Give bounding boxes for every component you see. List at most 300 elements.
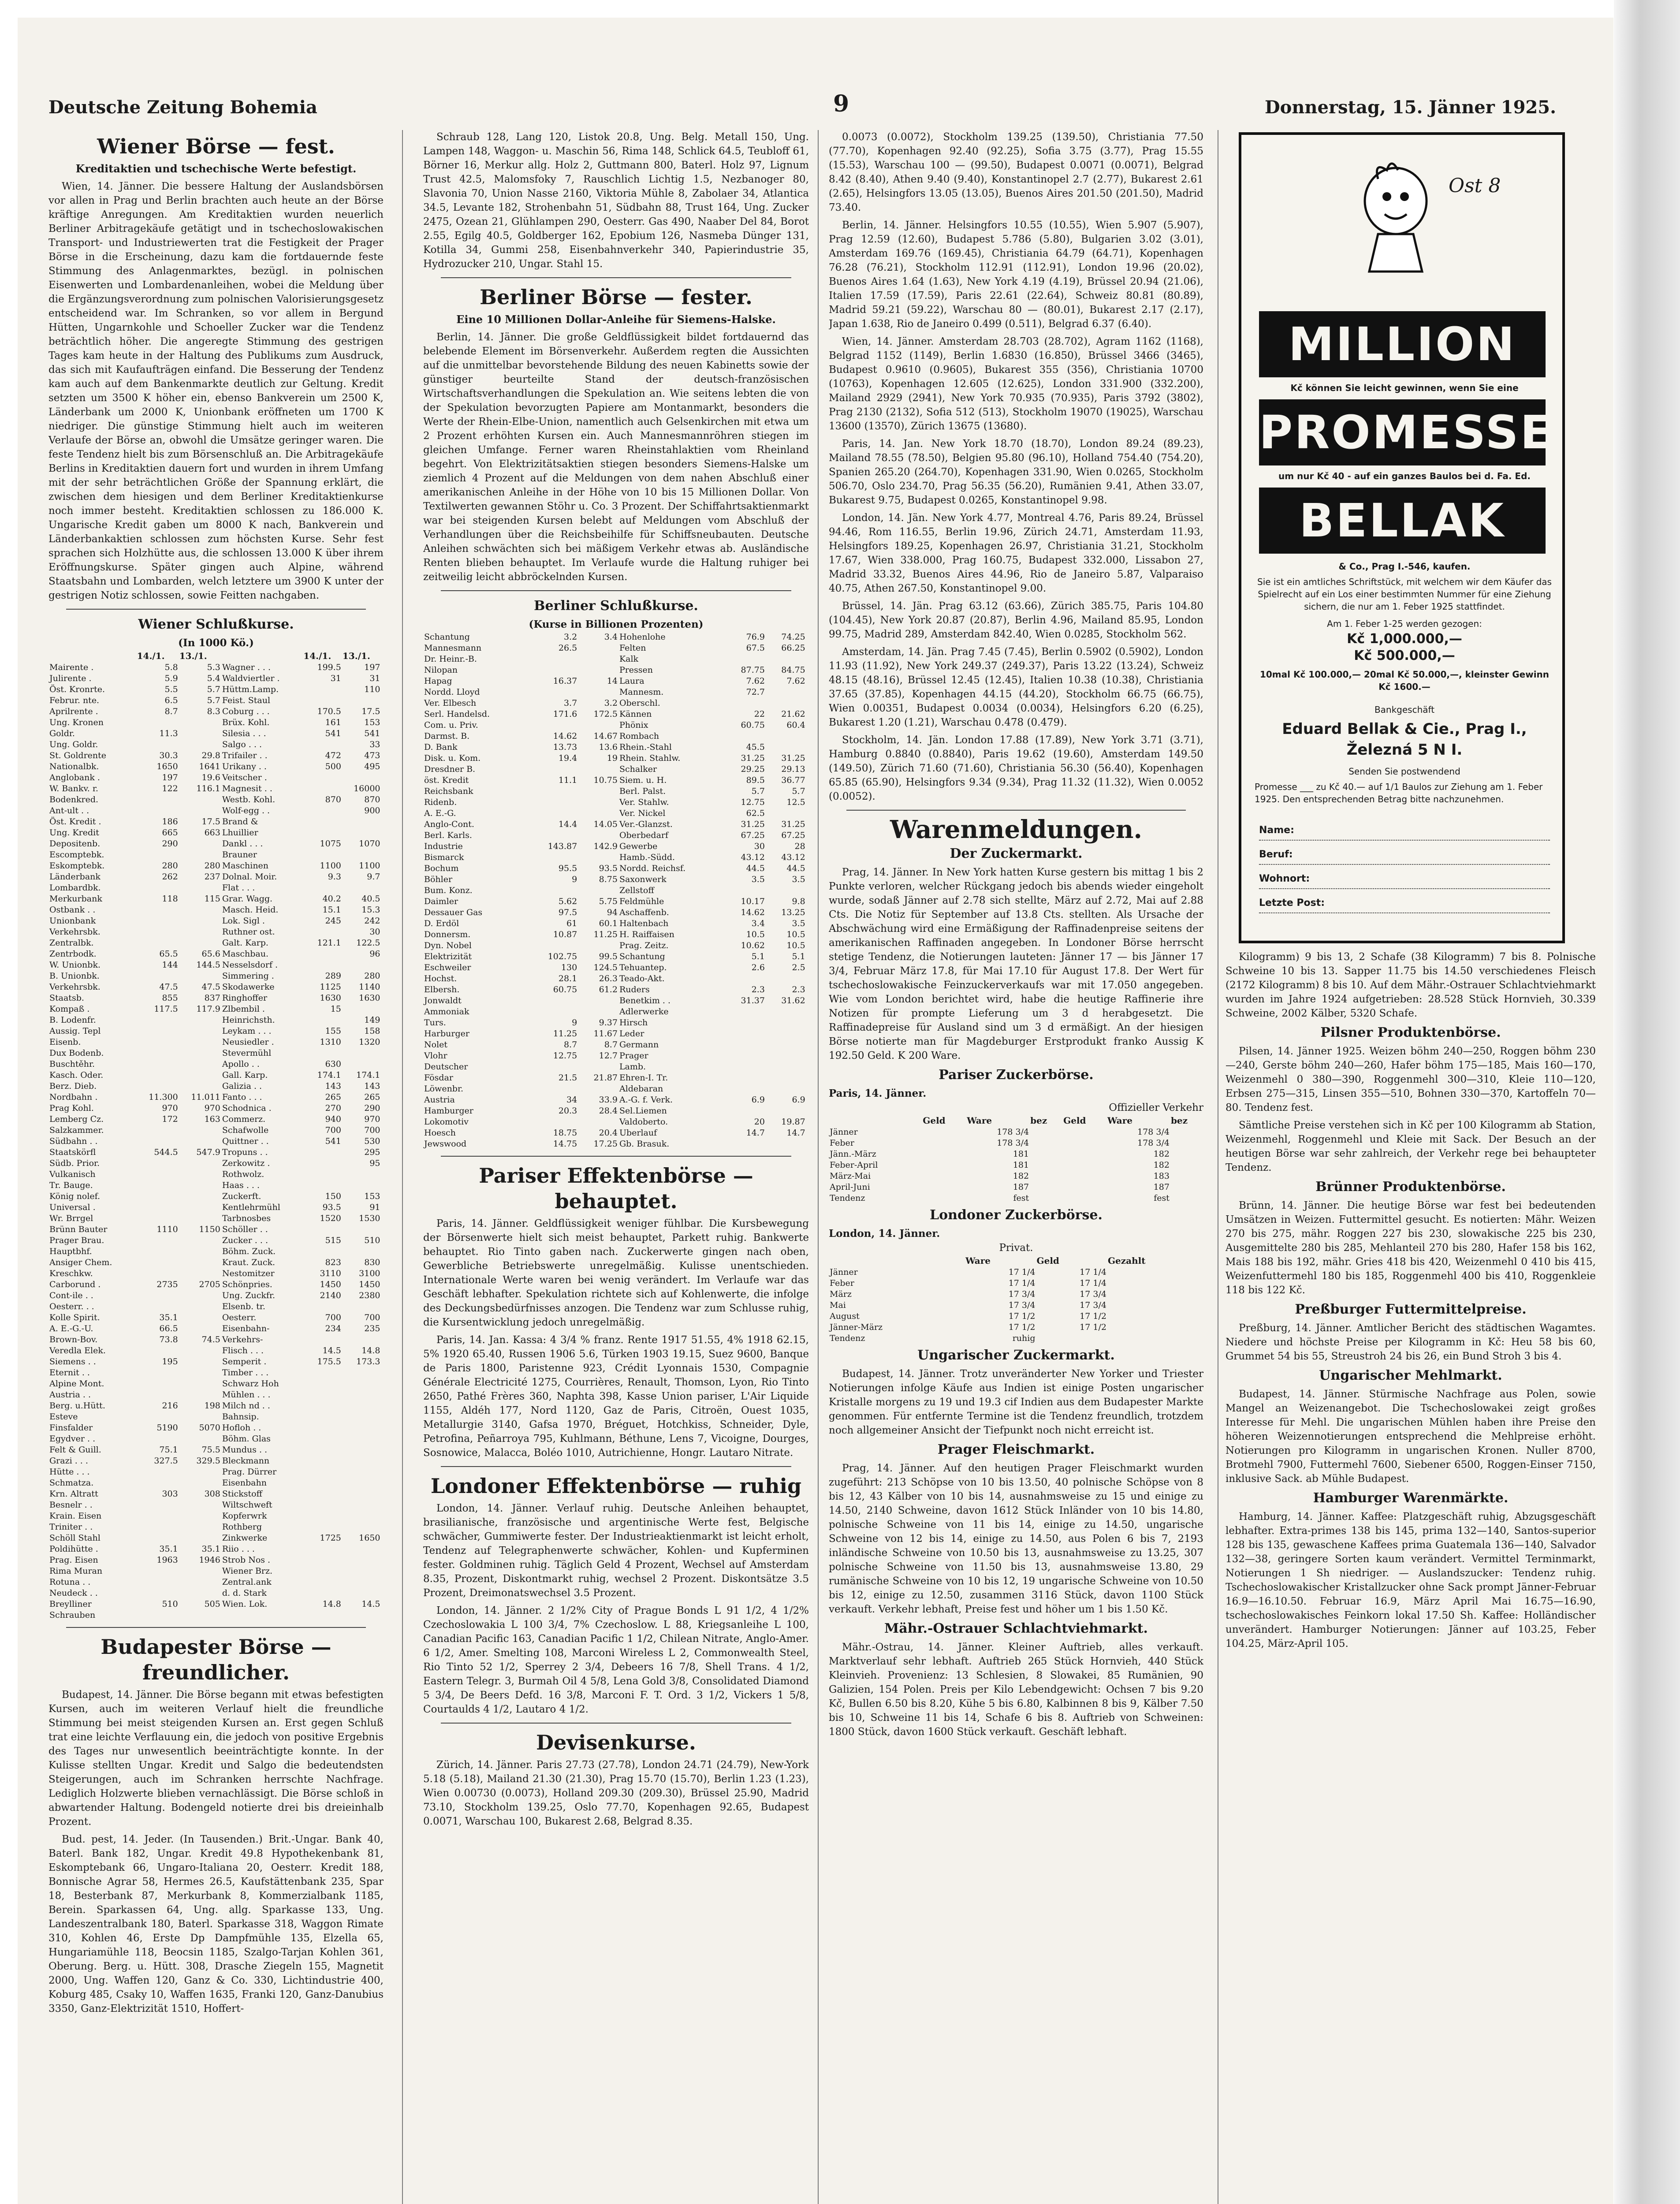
table-cell: Neudeck . .	[49, 1588, 98, 1598]
table-cell: 1530	[359, 1214, 380, 1223]
table-cell	[179, 1577, 221, 1588]
wien-quote-row	[48, 1290, 384, 1301]
table-cell: Nilopan	[424, 665, 458, 675]
table-cell	[137, 1015, 179, 1026]
ad-bank-name: Eduard Bellak & Cie., Prag I.,	[1282, 720, 1527, 738]
table-cell	[137, 739, 179, 750]
table-cell: 99.5	[599, 952, 618, 961]
table-cell: 18.75	[553, 1128, 577, 1138]
table-cell	[137, 882, 179, 894]
table-cell: 31.62	[781, 996, 805, 1005]
table-cell	[766, 973, 806, 984]
table-cell: 67.5	[746, 643, 765, 653]
table-cell	[179, 1125, 221, 1136]
table-cell	[179, 1323, 221, 1334]
table-cell: Prag. Eisen	[49, 1555, 98, 1565]
table-cell: 171.6	[553, 709, 577, 719]
table-cell: 61	[566, 919, 577, 928]
table-cell	[342, 1433, 381, 1445]
table-cell	[1063, 1171, 1107, 1182]
table-cell	[179, 1268, 221, 1279]
table-cell: 2140	[320, 1291, 341, 1300]
table-cell	[342, 1301, 381, 1312]
wien-quote-row	[48, 1511, 384, 1522]
table-cell: Hamb.-Südd.	[619, 853, 675, 862]
table-cell: 66.25	[781, 643, 805, 653]
table-cell	[137, 916, 179, 927]
wien-quote-row	[48, 1378, 384, 1389]
table-cell: 14.7	[786, 1128, 805, 1138]
table-cell	[342, 1367, 381, 1378]
table-cell: Universal .	[49, 1203, 96, 1212]
berlin-quote-row	[423, 918, 809, 929]
table-cell	[1030, 1149, 1063, 1160]
table-cell: 6.9	[751, 1095, 765, 1105]
table-cell: Schantung	[424, 632, 470, 642]
table-cell: 143	[364, 1081, 380, 1091]
devisen-bruessel-paragraph: Brüssel, 14. Jän. Prag 63.12 (63.66), Zürich 385.75, Paris 104.80 (104.45), New York 20.87 (20.87), Berlin 4.96, Mailand 85.95, London 99.75, Madrid 289, Amsterdam 842.40, Wien 0.0285, Stockholm 562.	[829, 600, 1203, 640]
berlin-quote-row	[423, 731, 809, 742]
wien-quote-row	[48, 1533, 384, 1544]
table-cell: 1075	[320, 839, 341, 849]
table-cell	[303, 1555, 342, 1566]
table-cell: 67.25	[781, 830, 805, 840]
table-cell	[1107, 1333, 1203, 1344]
table-cell	[529, 885, 578, 896]
table-cell: Strob Nos .	[222, 1555, 271, 1565]
table-cell: Maschinen	[222, 861, 269, 871]
table-cell: 900	[364, 806, 380, 815]
wien-quote-row	[48, 993, 384, 1004]
table-cell: Ostbank . .	[49, 905, 96, 915]
wien-quote-row	[48, 1037, 384, 1048]
table-cell: Mundus . .	[222, 1445, 268, 1455]
table-cell: 31	[369, 674, 380, 683]
berlin-quote-row	[423, 841, 809, 852]
table-cell	[137, 971, 179, 982]
table-cell: Elektrizität	[424, 952, 472, 961]
table-cell: 178 3/4	[997, 1127, 1029, 1137]
table-cell: Zlbembil .	[222, 1004, 265, 1014]
table-cell: 10.5	[786, 941, 805, 950]
table-cell: 182	[1153, 1160, 1170, 1170]
table-cell: 1140	[359, 982, 380, 992]
table-cell	[137, 1345, 179, 1356]
table-cell: öst. Kredit	[424, 775, 469, 785]
wien-quote-row	[48, 871, 384, 882]
table-cell: Schafwolle	[222, 1125, 269, 1135]
table-cell: Rhein.-Stahl	[619, 742, 672, 752]
table-header-cell: Geld	[1036, 1255, 1059, 1266]
wien-quote-row	[48, 706, 384, 717]
berliner-schlusskurse-unit: (Kurse in Billionen Prozenten)	[529, 618, 704, 630]
berlin-quote-row	[423, 720, 809, 731]
table-header-row	[829, 1115, 1203, 1127]
ad-prize-details: 10mal Kč 100.000,— 20mal Kč 50.000,—, kleinster Gewinn Kč 1600.—	[1259, 669, 1550, 692]
table-cell: April-Juni	[830, 1182, 870, 1192]
table-cell	[137, 717, 179, 728]
table-header-cell: Ware	[965, 1255, 991, 1266]
table-cell: Oesterr.	[222, 1313, 257, 1322]
table-cell: 2705	[199, 1280, 220, 1289]
table-cell	[342, 1334, 381, 1345]
table-cell: 5.4	[207, 674, 220, 683]
table-cell: Disk. u. Kom.	[424, 753, 481, 763]
table-cell: 547.9	[196, 1147, 220, 1157]
table-cell: 16.37	[553, 676, 577, 686]
table-cell: 62.5	[746, 808, 765, 818]
table-cell: 17.5	[361, 707, 380, 716]
table-cell: 21.62	[781, 709, 805, 719]
table-cell	[342, 1478, 381, 1489]
table-cell	[578, 885, 618, 896]
wien-quote-row	[48, 1323, 384, 1334]
table-cell	[529, 1083, 578, 1095]
table-cell	[179, 728, 221, 739]
table-cell: A. E.-G.	[424, 808, 456, 818]
table-cell: Lok. Sigl .	[222, 916, 265, 926]
londoner-zuckerboerse-label: Privat.	[999, 1242, 1033, 1254]
table-cell: Galizia . .	[222, 1081, 262, 1091]
table-cell: Breylliner	[49, 1599, 92, 1609]
table-cell: Schrauben	[49, 1610, 96, 1620]
table-cell	[137, 938, 179, 949]
table-cell	[137, 1125, 179, 1136]
table-cell: Schöll Stahl	[49, 1533, 101, 1543]
table-cell: 93.5	[322, 1203, 341, 1212]
table-cell	[725, 1028, 766, 1039]
berlin-quote-row	[423, 1072, 809, 1083]
table-cell: Jänn.-März	[830, 1149, 876, 1159]
table-cell: 290	[162, 839, 178, 849]
wien-quote-row	[48, 1467, 384, 1478]
table-cell: 174.1	[317, 1070, 341, 1080]
wien-quote-row	[48, 949, 384, 960]
wien-quote-row	[48, 1312, 384, 1323]
table-cell: Brown-Bov.	[49, 1335, 98, 1344]
table-cell: Ver.-Glanzst.	[619, 819, 673, 829]
table-cell	[381, 1059, 384, 1070]
table-cell: 143	[325, 1081, 341, 1091]
table-cell: 530	[364, 1136, 380, 1146]
table-cell: 3.4	[604, 632, 618, 642]
berlin-quote-row	[423, 819, 809, 830]
table-cell	[342, 1246, 381, 1257]
pariser-kurse-paragraph: Paris, 14. Jan. Kassa: 4 3/4 % franz. Rente 1917 51.55, 4% 1918 62.15, 5% 1920 65.40, Russen 1906 5.6, Türken 1903 19.15, Suez 9600, Banque de Paris 1800, Paristenne 923, Crédit Lyonnais 1530, Compagnie Générale Electricité 1275, Courrières, Renault, Thomson, Lyon, Rio Tinto 2650, Pathé Frères 360, Naphta 398, Kasse Union pariser, L'Air Liquide 1155, Aldéh 177, Nord 1120, Gaz de Paris, Citroën, Ouest 1035, Metallurgie 3140, Gafsa 1970, Bréguet, Hotchkiss, Schneider, Dyle, Petrofina, Peñarroya 795, Kuhlmann, Béthune, Lens 7, Vicoigne, Dourges, Sosnowice, Malacca, Boléo 1010, Autrichienne, Hongr. Lautaro Nitrate.	[423, 1334, 809, 1459]
wien-quote-row	[48, 1081, 384, 1092]
table-cell: 1650	[359, 1533, 380, 1543]
table-cell: Berz. Dieb.	[49, 1081, 97, 1091]
table-cell: 89.5	[746, 775, 765, 785]
wien-quote-row	[48, 1092, 384, 1103]
table-cell: Saxonwerk	[619, 875, 667, 884]
table-cell: Aussig. Tepl	[49, 1026, 101, 1036]
table-cell: 265	[364, 1092, 380, 1102]
paris-sugar-row	[829, 1127, 1203, 1138]
table-cell: 11.011	[191, 1092, 220, 1102]
table-cell: Dyn. Nobel	[424, 941, 472, 950]
table-cell: Bahnsip.	[222, 1412, 259, 1422]
table-cell	[1170, 1138, 1203, 1149]
table-cell: 2735	[156, 1280, 178, 1289]
table-cell	[1063, 1160, 1107, 1171]
budapest-boerse-title: Budapester Börse — freundlicher.	[101, 1635, 332, 1684]
ungarischer-mehlmarkt-paragraph: Budapest, 14. Jänner. Stürmische Nachfrage aus Polen, sowie Mangel an Weizenangebot. Die Tschechoslowakei zeigt großes Interesse für Mehl. Die ungarischen Mühlen haben ihre Preise den höheren Weizennotierungen entsprechend die Mehlpreise erhöht. Notierungen pro Kilogramm in ungarischen Kronen. Nuller 8700, Brotmehl 7900, Futtermehl 7600, Siebener 6500, Roggen-Einser 7150, inklusive Sack. ab Mühle Budapest.	[1226, 1389, 1596, 1485]
paris-sugar-row	[829, 1171, 1203, 1182]
table-cell	[137, 1136, 179, 1147]
pilsner-paragraph: Pilsen, 14. Jänner 1925. Weizen böhm 240—250, Roggen böhm 230—240, Gerste böhm 240—260, Hafer böhm 175—185, Mais 160—170, Weizenmehl 0 380—390, Roggenmehl 300—310, Kleie 110—120, Erbsen 275—315, Linsen 355—510, Bohnen 330—370, Kartoffeln 70—80. Tendenz fest.	[1226, 1046, 1596, 1113]
berlin-quote-row	[423, 1061, 809, 1072]
table-cell: 35.1	[201, 1544, 220, 1554]
berlin-quote-row	[423, 984, 809, 995]
london-sugar-row	[829, 1278, 1203, 1289]
table-cell: 29.8	[201, 751, 220, 760]
table-cell: 280	[204, 861, 220, 871]
berlin-quote-row	[423, 632, 809, 643]
table-cell	[179, 1158, 221, 1169]
table-cell: 1450	[359, 1280, 380, 1289]
table-cell: Anglobank .	[49, 773, 100, 782]
table-cell: 110	[364, 685, 380, 694]
table-cell: 303	[162, 1489, 178, 1499]
table-cell	[578, 995, 618, 1006]
table-cell	[137, 1522, 179, 1533]
wien-quote-row	[48, 1367, 384, 1378]
ad-line-3: & Co., Prag I.-546, kaufen.	[1338, 561, 1471, 572]
table-cell: 1641	[199, 762, 220, 771]
table-cell: 1110	[156, 1225, 178, 1234]
table-cell: Wr. Brrgel	[49, 1214, 93, 1223]
table-cell: 700	[325, 1125, 341, 1135]
table-cell: Zucker . . .	[222, 1236, 268, 1245]
table-cell: Semperit .	[222, 1357, 267, 1366]
table-cell	[303, 1610, 342, 1621]
table-cell	[303, 927, 342, 938]
table-cell: 1630	[359, 993, 380, 1003]
wiener-schlusskurse-unit: (In 1000 Kö.)	[178, 637, 254, 649]
ad-field-name: Name:	[1259, 825, 1550, 841]
table-cell: 43.12	[781, 853, 805, 862]
table-cell: 290	[364, 1103, 380, 1113]
table-cell: 5.62	[558, 897, 577, 906]
berlin-quote-row	[423, 1028, 809, 1039]
table-cell: Kreschkw.	[49, 1269, 93, 1278]
table-cell: Turs.	[424, 1018, 446, 1028]
table-cell	[578, 665, 618, 676]
table-cell	[303, 1577, 342, 1588]
table-cell: Benetkim . .	[619, 996, 671, 1005]
table-cell: 182	[1153, 1149, 1170, 1159]
wien-quote-row	[48, 971, 384, 982]
table-cell: 17 3/4	[1008, 1289, 1036, 1299]
table-cell	[578, 720, 618, 731]
table-cell: Eskomptebk.	[49, 861, 105, 871]
wien-quote-row	[48, 849, 384, 860]
table-cell: Zentrbodk.	[49, 949, 97, 959]
table-cell: Schönpries.	[222, 1280, 272, 1289]
table-cell: 17 1/2	[1080, 1311, 1106, 1321]
table-cell	[529, 720, 578, 731]
divider	[441, 1466, 791, 1467]
table-cell	[179, 1566, 221, 1577]
berliner-boerse-title: Berliner Börse — fester.	[480, 285, 752, 309]
table-cell: Waldviertler .	[222, 674, 280, 683]
table-header-cell: Gezahlt	[1107, 1255, 1146, 1266]
paris-sugar-row	[829, 1160, 1203, 1171]
table-cell	[303, 1445, 342, 1456]
table-cell: 187	[1153, 1182, 1170, 1192]
table-cell: Coburg . . .	[222, 707, 270, 716]
table-cell	[529, 995, 578, 1006]
table-cell: 95	[369, 1158, 380, 1168]
berlin-quote-row	[423, 687, 809, 698]
table-cell	[179, 916, 221, 927]
londoner-zucker-table	[829, 1255, 1203, 1344]
table-cell	[179, 1059, 221, 1070]
table-cell	[179, 1500, 221, 1511]
table-cell	[342, 1610, 381, 1621]
pariser-zucker-table	[829, 1115, 1203, 1204]
table-cell: fest	[1013, 1193, 1029, 1203]
table-cell: Mannesm.	[619, 687, 664, 697]
table-cell	[303, 772, 342, 783]
bellak-advertisement	[1239, 132, 1565, 943]
table-cell: fest	[1154, 1193, 1170, 1203]
table-cell: 3100	[359, 1269, 380, 1278]
table-cell: Ammoniak	[424, 1007, 469, 1016]
table-cell: Bum. Konz.	[424, 886, 473, 895]
table-cell	[529, 665, 578, 676]
wien-quote-row	[48, 1577, 384, 1588]
table-cell: Industrie	[424, 841, 463, 851]
table-cell: 35.1	[159, 1544, 178, 1554]
table-cell: Länderbank	[49, 872, 101, 882]
table-cell: 21.5	[558, 1073, 577, 1083]
table-cell: 5.9	[164, 674, 178, 683]
table-cell: Merkurbank	[49, 894, 102, 904]
table-cell	[303, 684, 342, 695]
table-cell: 2.5	[792, 963, 805, 972]
table-cell	[179, 1389, 221, 1400]
table-cell	[342, 1389, 381, 1400]
table-header-cell: 14./1.	[137, 651, 165, 661]
table-cell: Gall. Karp.	[222, 1070, 268, 1080]
table-cell: Feist. Staul	[222, 696, 271, 705]
table-cell: 10.17	[741, 897, 765, 906]
table-cell: 280	[364, 971, 380, 981]
berlin-quote-row	[423, 852, 809, 863]
table-cell: 1630	[320, 993, 341, 1003]
wien-quote-row	[48, 838, 384, 849]
table-cell	[179, 1411, 221, 1422]
table-cell: 60.4	[786, 720, 805, 730]
table-cell: Quittner . .	[222, 1136, 269, 1146]
berlin-quote-row	[423, 1039, 809, 1050]
table-cell	[137, 1588, 179, 1599]
table-cell	[137, 794, 179, 805]
table-cell: 6.5	[164, 696, 178, 705]
table-cell: Masch. Heid.	[222, 905, 279, 915]
table-cell	[179, 1511, 221, 1522]
wien-quote-row	[48, 1456, 384, 1467]
table-cell	[303, 1489, 342, 1500]
pariser-boerse-title: Pariser Effektenbörse — behauptet.	[479, 1164, 753, 1213]
table-cell: Feldmühle	[619, 897, 664, 906]
table-cell	[179, 838, 221, 849]
table-cell: Eisenbahn	[222, 1478, 267, 1488]
table-cell: 150	[325, 1191, 341, 1201]
table-cell: Löwenbr.	[424, 1084, 463, 1094]
table-cell: 1070	[359, 839, 380, 849]
table-cell: Depositenb.	[49, 839, 101, 849]
table-cell	[137, 1533, 179, 1544]
table-cell	[179, 1312, 221, 1323]
table-cell	[303, 1015, 342, 1026]
table-cell	[725, 731, 766, 742]
berlin-quote-row	[423, 709, 809, 720]
londoner-zuckerboerse-title: Londoner Zuckerbörse.	[930, 1207, 1103, 1223]
table-cell: 14.8	[322, 1599, 341, 1609]
table-cell	[137, 1268, 179, 1279]
table-cell: 515	[325, 1236, 341, 1245]
table-cell: 199.5	[317, 663, 341, 672]
table-cell: 14.62	[553, 731, 577, 741]
table-cell: 472	[325, 751, 341, 760]
table-cell: Eschweiler	[424, 963, 471, 972]
table-cell	[529, 1006, 578, 1017]
table-cell: Mai	[830, 1300, 846, 1310]
table-cell: 116.1	[196, 784, 220, 793]
table-cell: Böhm. Glas	[222, 1434, 271, 1444]
table-cell: 10.5	[746, 930, 765, 939]
wien-quote-row	[48, 827, 384, 838]
table-cell: Valdoberto.	[619, 1117, 668, 1127]
table-cell: 95.5	[558, 864, 577, 873]
table-cell: W. Bankv. r.	[49, 784, 98, 793]
table-cell	[179, 1235, 221, 1246]
table-cell	[342, 1224, 381, 1235]
table-cell	[342, 1544, 381, 1555]
berlin-quote-row	[423, 940, 809, 951]
table-cell: Kalk	[619, 654, 639, 664]
table-cell	[179, 1610, 221, 1621]
table-cell: 65.6	[201, 949, 220, 959]
table-cell: Maschbau.	[222, 949, 269, 959]
table-cell	[137, 1037, 179, 1048]
table-cell: Stickstoff	[222, 1489, 263, 1499]
table-cell: 245	[325, 916, 341, 926]
divider	[66, 609, 366, 610]
table-cell: 17 1/4	[1008, 1267, 1036, 1277]
table-cell: 327.5	[154, 1456, 178, 1466]
wien-quote-row	[48, 1158, 384, 1169]
table-cell: 117.5	[154, 1004, 178, 1014]
table-cell: Mairente .	[49, 663, 94, 672]
table-cell: Schantung	[619, 952, 665, 961]
table-cell	[179, 1257, 221, 1268]
table-cell: 28.1	[558, 974, 577, 983]
table-cell: 14.7	[746, 1128, 765, 1138]
table-cell: Kopferwrk	[222, 1511, 267, 1521]
table-cell: Jewswood	[424, 1139, 467, 1149]
table-cell: 14.8	[361, 1346, 380, 1355]
table-cell: Germann	[619, 1040, 659, 1050]
table-cell	[725, 1072, 766, 1083]
table-cell: Verkehrs-	[222, 1335, 263, 1344]
wien-quote-row	[48, 1279, 384, 1290]
london-sugar-row	[829, 1322, 1203, 1333]
table-cell: Nordd. Lloyd	[424, 687, 480, 697]
